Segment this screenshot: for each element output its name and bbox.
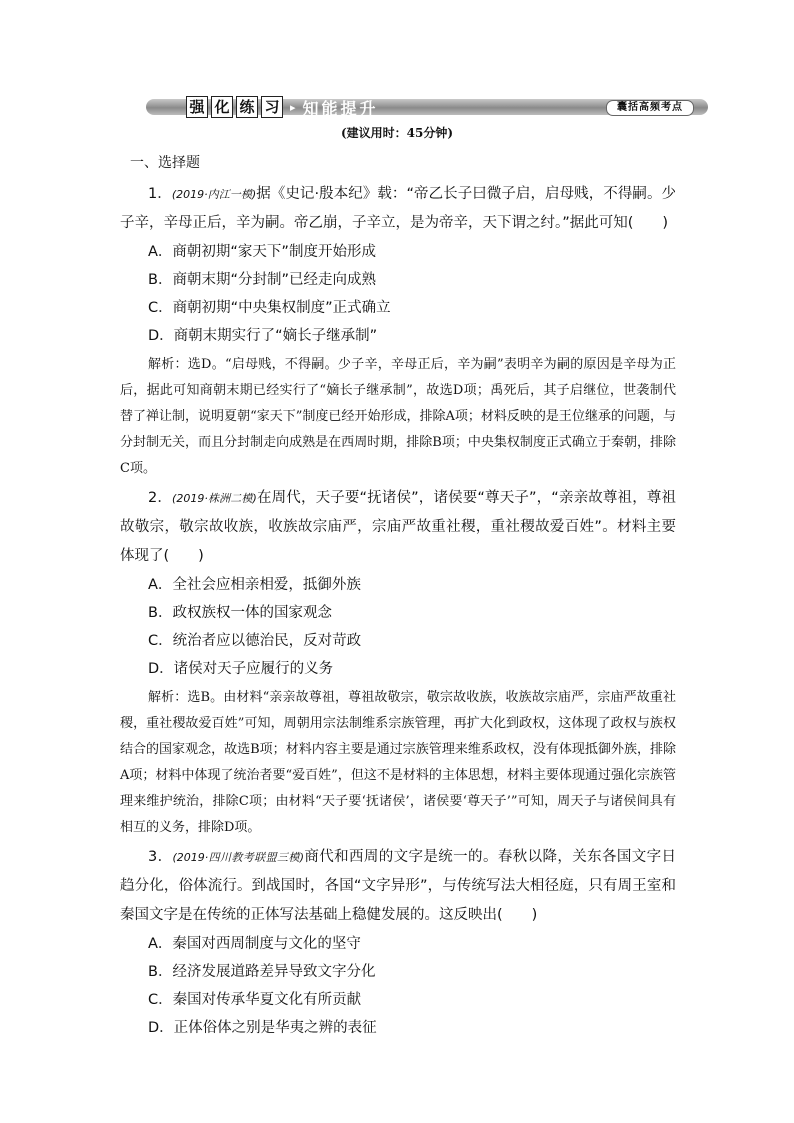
header-tag: 囊括高频考点 xyxy=(606,100,694,116)
question-number: 2． xyxy=(148,490,173,506)
section-title: 一、选择题 xyxy=(130,155,200,171)
question-text: 商代和西周的文字是统一的。春秋以降，关东各国文字日趋分化，俗体流行。到战国时，各国“文字异形”，与传统写法大相径庭，只有周王室和秦国文字是在传统的正体写法基础上稳健发展的。这反映出( ) xyxy=(120,849,677,923)
header-title-chars xyxy=(186,96,283,118)
document-body xyxy=(120,152,676,1044)
question-text: 据《史记·殷本纪》载：“帝乙长子曰微子启，启母贱，不得嗣。少子辛，辛母正后，辛为嗣。帝乙崩，子辛立，是为帝辛，天下谓之纣。”据此可知( ) xyxy=(120,186,676,231)
question-stem xyxy=(120,843,676,930)
question-text: 在周代，天子要“抚诸侯”，诸侯要“尊天子”，“亲亲故尊祖，尊祖故敬宗，敬宗故收族，收族故宗庙严，宗庙严故重社稷，重社稷故爱百姓”。材料主要体现了( ) xyxy=(120,490,677,564)
option-list xyxy=(120,238,676,350)
option-c: C．商朝初期“中央集权制度”正式确立 xyxy=(148,300,391,316)
option-c: C．秦国对传承华夏文化有所贡献 xyxy=(148,992,362,1008)
option-list xyxy=(120,930,676,1042)
question-stem xyxy=(120,180,676,238)
option-d: D．正体俗体之别是华夷之辨的表征 xyxy=(148,1020,377,1036)
option-b: B．政权族权一体的国家观念 xyxy=(148,605,332,621)
question-1 xyxy=(120,180,676,482)
title-char: 练 xyxy=(236,96,258,118)
arrow-icon: ▸ xyxy=(290,100,296,114)
answer-analysis: 解析：选B。由材料“亲亲故尊祖，尊祖故敬宗，敬宗故收族，收族故宗庙严，宗庙严故重社稷，重社稷故爱百姓”可知，周朝用宗法制维系宗族管理，再扩大化到政权，这体现了政权与族权结合的国家观念，故选B项；材料内容主要是通过宗族管理来维系政权，没有体现抵御外族，排除A项；材料中体现了统治者要“爱百姓”，但这不是材料的主体思想，材料主要体现通过强化宗族管理来维护统治，排除C项；由材料“天子要‘抚诸侯’，诸侯要‘尊天子’”可知，周天子与诸侯间具有相互的义务，排除D项。 xyxy=(120,690,676,835)
option-list xyxy=(120,571,676,683)
title-char: 强 xyxy=(186,96,208,118)
question-3 xyxy=(120,843,676,1042)
option-b: B．商朝末期“分封制”已经走向成熟 xyxy=(148,272,376,288)
option-a: A．全社会应相亲相爱，抵御外族 xyxy=(148,577,361,593)
header-subtitle: 知能提升 xyxy=(302,98,379,118)
option-d: D．诸侯对天子应履行的义务 xyxy=(148,661,334,677)
option-a: A．商朝初期“家天下”制度开始形成 xyxy=(148,244,376,260)
answer-analysis: 解析：选D。“启母贱，不得嗣。少子辛，辛母正后，辛为嗣”表明辛为嗣的原因是辛母为正后，据此可知商朝末期已经实行了“嫡长子继承制”，故选D项；禹死后，其子启继位，世袭制代替了禅让制，说明夏朝“家天下”制度已经开始形成，排除A项；材料反映的是王位继承的问题，与分封制无关，而且分封制走向成熟是在西周时期，排除B项；中央集权制度正式确立于秦朝，排除C项。 xyxy=(120,357,676,476)
option-d: D．商朝末期实行了“嫡长子继承制” xyxy=(148,328,378,344)
option-b: B．经济发展道路差异导致文字分化 xyxy=(148,964,376,980)
question-source: (2019·株洲二模) xyxy=(172,492,257,505)
question-number: 3． xyxy=(148,849,173,865)
time-note: (建议用时：45分钟) xyxy=(340,126,454,140)
question-number: 1． xyxy=(148,186,172,202)
header-title xyxy=(176,96,389,118)
question-source: (2019·四川教考联盟三模) xyxy=(172,851,304,864)
title-char: 习 xyxy=(261,96,283,118)
question-stem xyxy=(120,484,676,571)
option-c: C．统治者应以德治民，反对苛政 xyxy=(148,633,362,649)
question-2 xyxy=(120,484,676,841)
section-header xyxy=(146,96,708,118)
option-a: A．秦国对西周制度与文化的坚守 xyxy=(148,936,361,952)
title-char: 化 xyxy=(211,96,233,118)
question-source: (2019·内江一模) xyxy=(171,188,257,201)
